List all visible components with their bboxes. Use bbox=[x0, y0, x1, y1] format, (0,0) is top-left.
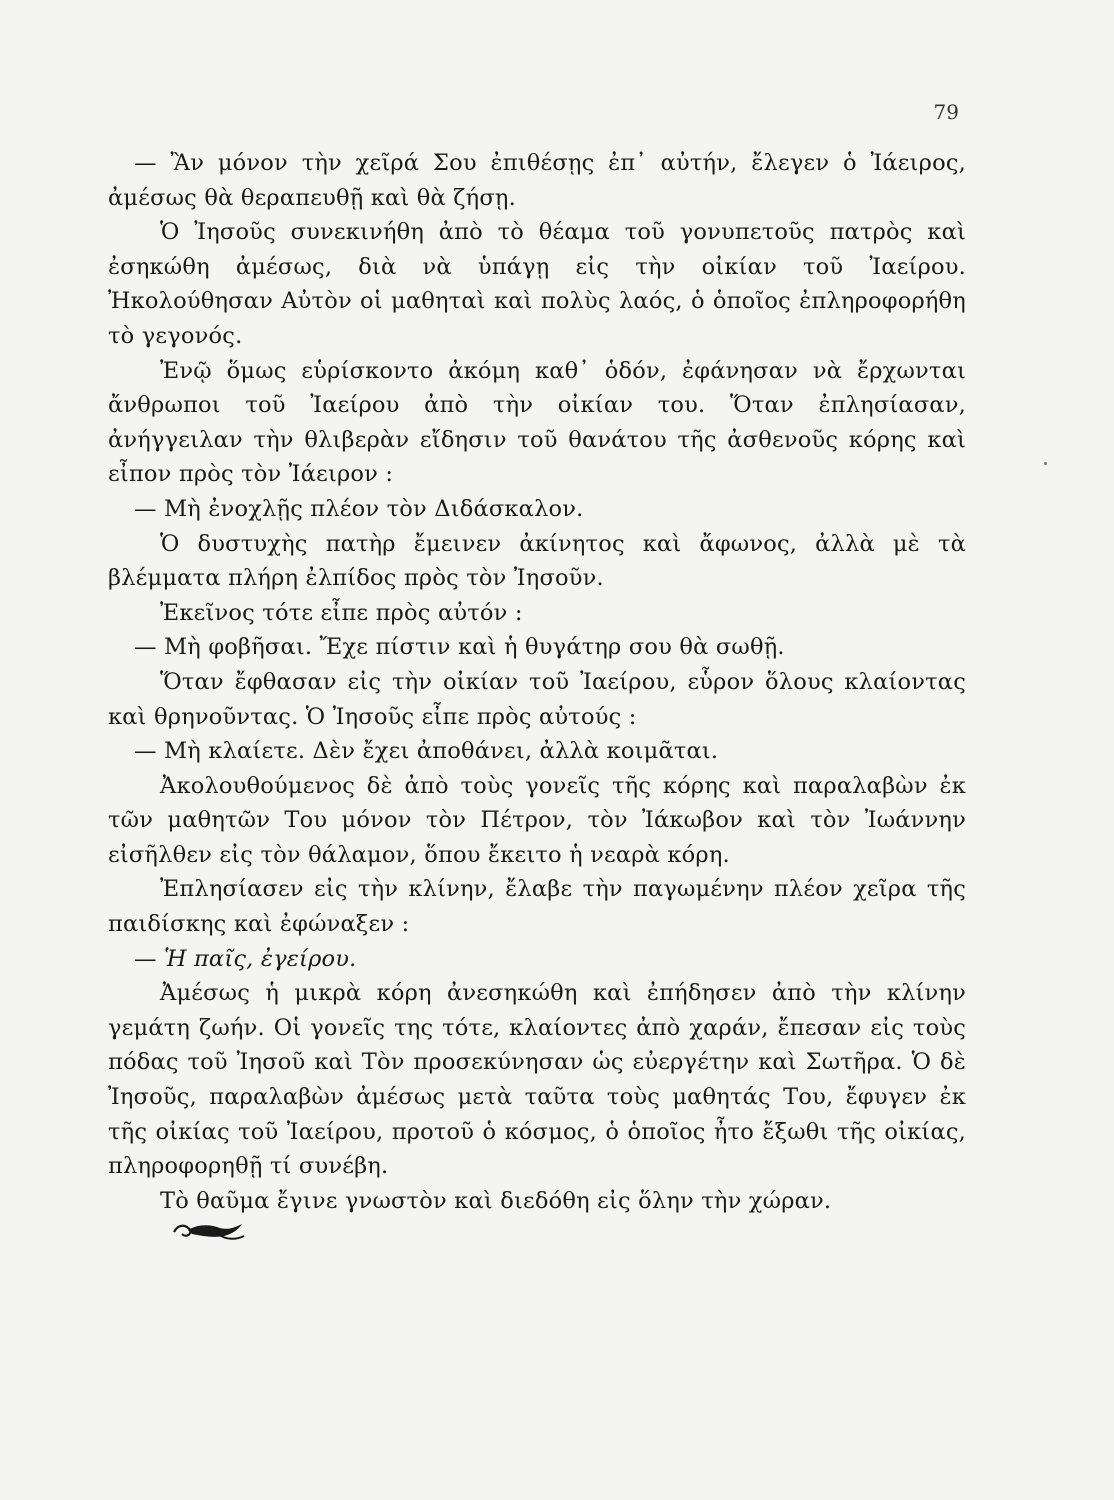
final-sentence: Τὸ θαῦμα ἔγινε γνωστὸν καὶ διεδόθη εἰς ὅλην τὴν χώραν. bbox=[160, 1187, 832, 1214]
final-paragraph bbox=[108, 1184, 966, 1255]
body-text bbox=[108, 146, 966, 1255]
paragraph: Ἀμέσως ἡ μικρὰ κόρη ἀνεσηκώθη καὶ ἐπήδησεν ἀπὸ τὴν κλίνην γεμάτη ζωήν. Οἱ γονεῖς της τότε, κλαίοντες ἀπὸ χαράν, ἔπεσαν εἰς τοὺς πόδας τοῦ Ἰησοῦ καὶ Τὸν προσεκύνησαν ὡς εὐεργέτην καὶ Σωτῆρα. Ὁ δὲ Ἰησοῦς, παραλαβὼν ἀμέσως μετὰ ταῦτα τοὺς μαθητάς Του, ἔφυγεν ἐκ τῆς οἰκίας τοῦ Ἰαείρου, προτοῦ ὁ κόσμος, ὁ ὁποῖος ἦτο ἔξωθι τῆς οἰκίας, πληροφορηθῇ τί συνέβη. bbox=[108, 980, 966, 1180]
paragraph: Ἐκεῖνος τότε εἶπε πρὸς αὐτόν : bbox=[160, 599, 523, 626]
fleuron-icon bbox=[118, 1218, 248, 1255]
paragraph-italic bbox=[108, 942, 966, 977]
speck bbox=[1044, 462, 1047, 465]
paragraph: Ἐνῷ ὅμως εὑρίσκοντο ἀκόμη καθ᾽ ὁδόν, ἐφάνησαν νὰ ἔρχωνται ἄνθρωποι τοῦ Ἰαείρου ἀπὸ τὴν οἰκίαν του. Ὅταν ἐπλησίασαν, ἀνήγγειλαν τὴν θλιβερὰν εἴδησιν τοῦ θανάτου τῆς ἀσθενοῦς κόρης καὶ εἶπον πρὸς τὸν Ἰάειρον : bbox=[108, 357, 966, 488]
paragraph: Ὅταν ἔφθασαν εἰς τὴν οἰκίαν τοῦ Ἰαείρου, εὗρον ὅλους κλαίοντας καὶ θρηνοῦντας. Ὁ Ἰησοῦς εἶπε πρὸς αὐτούς : bbox=[108, 668, 966, 730]
page-number: 79 bbox=[933, 100, 959, 124]
paragraph: — Μὴ ἐνοχλῇς πλέον τὸν Διδάσκαλον. bbox=[134, 495, 584, 522]
italic-quote: Ἡ παῖς, ἐγείρου. bbox=[164, 945, 357, 972]
dialog-dash: — bbox=[134, 945, 157, 972]
paragraph: Ὁ Ἰησοῦς συνεκινήθη ἀπὸ τὸ θέαμα τοῦ γονυπετοῦς πατρὸς καὶ ἐσηκώθη ἀμέσως, διὰ νὰ ὑπάγῃ εἰς τὴν οἰκίαν τοῦ Ἰαείρου. Ἠκολούθησαν Αὐτὸν οἱ μαθηταὶ καὶ πολὺς λαός, ὁ ὁποῖος ἐπληροφορήθη τὸ γεγονός. bbox=[108, 219, 966, 349]
paragraph: Ἀκολουθούμενος δὲ ἀπὸ τοὺς γονεῖς τῆς κόρης καὶ παραλαβὼν ἐκ τῶν μαθητῶν Του μόνον τὸν Πέτρον, τὸν Ἰάκωβον καὶ τὸν Ἰωάννην εἰσῆλθεν εἰς τὸν θάλαμον, ὅπου ἔκειτο ἡ νεαρὰ κόρη. bbox=[108, 772, 966, 868]
paragraph: — Μὴ φοβῆσαι. Ἔχε πίστιν καὶ ἡ θυγάτηρ σου θὰ σωθῇ. bbox=[134, 634, 785, 661]
paragraph: Ἐπλησίασεν εἰς τὴν κλίνην, ἔλαβε τὴν παγωμένην πλέον χεῖρα τῆς παιδίσκης καὶ ἐφώναξεν : bbox=[108, 876, 966, 938]
paragraph: — Ἂν μόνον τὴν χεῖρά Σου ἐπιθέσῃς ἐπ᾽ αὐτήν, ἔλεγεν ὁ Ἰάειρος, ἀμέσως θὰ θεραπευθῇ καὶ θὰ ζήσῃ. bbox=[108, 150, 966, 211]
paragraph: Ὁ δυστυχὴς πατὴρ ἔμεινεν ἀκίνητος καὶ ἄφωνος, ἀλλὰ μὲ τὰ βλέμματα πλήρη ἐλπίδος πρὸς τὸν Ἰησοῦν. bbox=[108, 530, 966, 592]
paragraph: — Μὴ κλαίετε. Δὲν ἔχει ἀποθάνει, ἀλλὰ κοιμᾶται. bbox=[134, 738, 719, 765]
